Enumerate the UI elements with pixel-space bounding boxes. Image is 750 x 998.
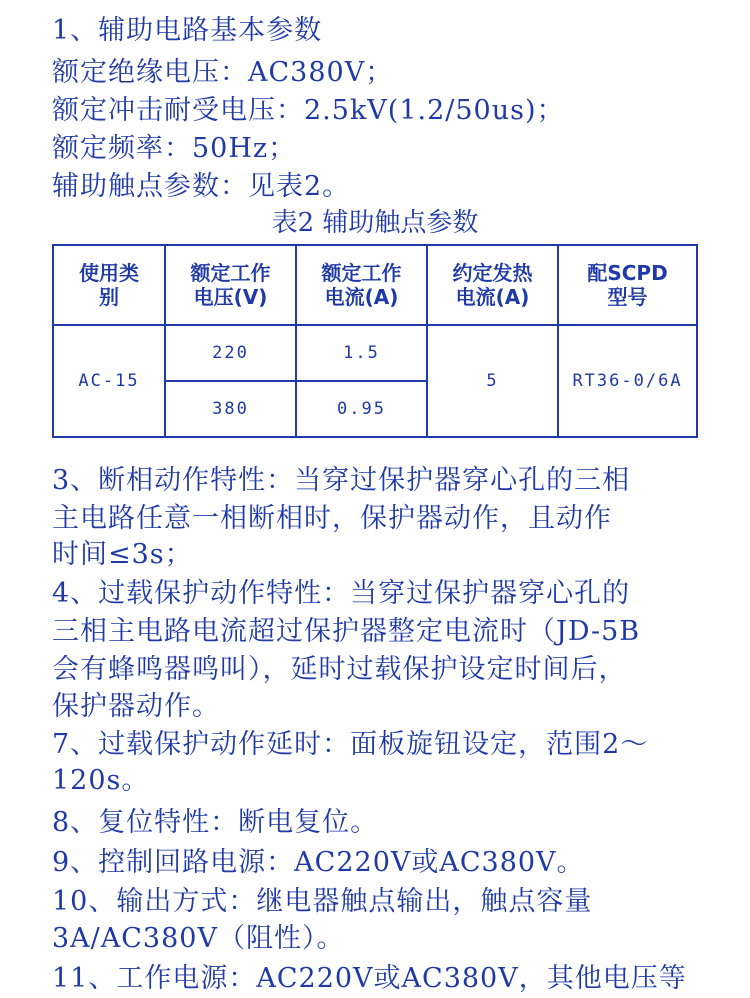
voltage-cell: 380 <box>165 381 296 437</box>
category-cell: AC-15 <box>53 325 165 437</box>
header-rated-voltage: 额定工作 电压(V) <box>165 245 296 325</box>
working-power-line: 11、工作电源：AC220V或AC380V，其他电压等 <box>52 963 687 994</box>
header-thermal-current: 约定发热 电流(A) <box>427 245 558 325</box>
frequency-line: 额定频率：50Hz； <box>52 133 297 164</box>
delay-line: 7、过载保护动作延时：面板旋钮设定，范围2～ <box>52 729 649 760</box>
output-line: 10、输出方式：继电器触点输出，触点容量 <box>52 886 593 917</box>
section-heading: 1、辅助电路基本参数 <box>52 15 323 46</box>
output-line: 3A/AC380V（阻性）。 <box>52 923 345 954</box>
phase-loss-line: 3、断相动作特性：当穿过保护器穿心孔的三相 <box>52 465 631 496</box>
impulse-voltage-line: 额定冲击耐受电压：2.5kV(1.2/50us)； <box>52 95 565 126</box>
overload-line: 会有蜂鸣器鸣叫），延时过载保护设定时间后， <box>52 654 627 685</box>
current-cell: 0.95 <box>296 381 427 437</box>
control-power-line: 9、控制回路电源：AC220V或AC380V。 <box>52 847 585 878</box>
header-scpd-model: 配SCPD 型号 <box>558 245 697 325</box>
scpd-model-cell: RT36-0/6A <box>558 325 697 437</box>
overload-line: 三相主电路电流超过保护器整定电流时（JD-5B <box>52 616 641 647</box>
thermal-current-cell: 5 <box>427 325 558 437</box>
current-cell: 1.5 <box>296 325 427 381</box>
delay-line: 120s。 <box>52 765 150 796</box>
overload-line: 4、过载保护动作特性：当穿过保护器穿心孔的 <box>52 578 631 609</box>
aux-contact-table <box>52 244 698 438</box>
table-header-row <box>53 245 697 325</box>
reset-line: 8、复位特性：断电复位。 <box>52 807 379 838</box>
phase-loss-line: 时间≤3s； <box>52 539 193 570</box>
header-rated-current: 额定工作 电流(A) <box>296 245 427 325</box>
insulation-voltage-line: 额定绝缘电压：AC380V； <box>52 57 394 88</box>
aux-contact-line: 辅助触点参数：见表2。 <box>52 171 351 202</box>
phase-loss-line: 主电路任意一相断相时，保护器动作，且动作 <box>52 503 612 534</box>
overload-line: 保护器动作。 <box>52 691 220 722</box>
voltage-cell: 220 <box>165 325 296 381</box>
table-caption: 表2 辅助触点参数 <box>271 208 479 238</box>
header-category: 使用类 别 <box>53 245 165 325</box>
table-row <box>53 325 697 381</box>
